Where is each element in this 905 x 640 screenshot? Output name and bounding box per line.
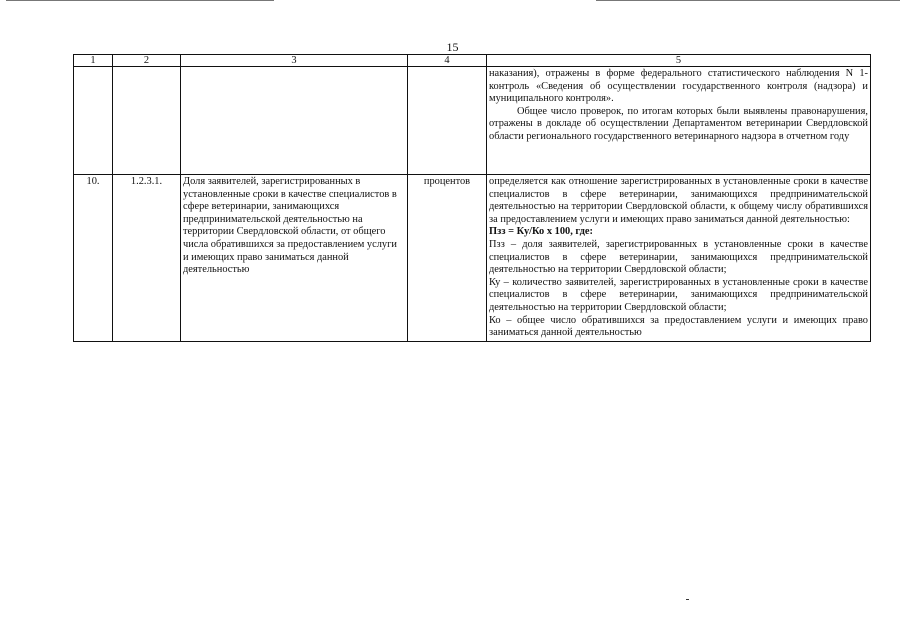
table-header-row xyxy=(74,55,871,67)
formula-definition: Пзз – доля заявителей, зарегистрированных в установленные сроки в качестве специалистов в сфере ветеринарии, занимающихся предпринимательской деятельностью на территории Свердловской области; xyxy=(489,238,868,276)
column-header-2: 2 xyxy=(113,55,181,67)
formula-definition: Ку – количество заявителей, зарегистрированных в установленные сроки в качестве специалистов в сфере ветеринарии, занимающихся предпринимательской деятельностью на территории Свердловской области; xyxy=(489,276,868,313)
method-paragraph: Общее число проверок, по итогам которых были выявлены правонарушения, отражены в докладе об осуществлении Департаментом ветеринарии Свердловской области регионального государственного ветеринарного надзора в отчетном году xyxy=(489,105,868,142)
method-paragraph: определяется как отношение зарегистрированных в установленные сроки в качестве специалистов в сфере ветеринарии, занимающихся предпринимательской деятельностью на территории Свердловской области, к общему числу обратившихся за предоставлением услуги и имеющих право заниматься данной деятельностью: xyxy=(489,176,868,225)
cell-row-number: 10. xyxy=(74,175,113,342)
indicator-table xyxy=(73,54,871,342)
cell-calculation-method xyxy=(487,175,871,342)
method-paragraph: наказания), отражены в форме федерального статистического наблюдения N 1-контроль «Сведения об осуществлении государственного контроля (надзора) и муниципального контроля». xyxy=(489,68,868,105)
table-row-continuation xyxy=(74,67,871,175)
column-header-3: 3 xyxy=(181,55,408,67)
table-row-10 xyxy=(74,175,871,342)
top-rule-left xyxy=(6,0,274,1)
scan-speck xyxy=(686,599,689,600)
cell-method-continuation xyxy=(487,67,871,175)
top-rule-right xyxy=(596,0,900,1)
page-number: 15 xyxy=(446,40,459,54)
formula: Пзз = Ку/Ко х 100, где: xyxy=(489,226,593,238)
column-header-5: 5 xyxy=(487,55,871,67)
formula-definition: Ко – общее число обратившихся за предоставлением услуги и имеющих право заниматься данной деятельностью xyxy=(489,314,868,339)
cell-empty xyxy=(113,67,181,175)
cell-unit: процентов xyxy=(408,175,487,342)
cell-empty xyxy=(408,67,487,175)
cell-empty xyxy=(181,67,408,175)
cell-empty xyxy=(74,67,113,175)
cell-indicator-code: 1.2.3.1. xyxy=(113,175,181,342)
cell-indicator-name: Доля заявителей, зарегистрированных в установленные сроки в качестве специалистов в сфере ветеринарии, занимающихся предпринимательской деятельностью на территории Свердловской области, от общего числа обратившихся за предоставлением услуги и имеющих право заниматься данной деятельностью xyxy=(181,175,408,342)
column-header-4: 4 xyxy=(408,55,487,67)
column-header-1: 1 xyxy=(74,55,113,67)
